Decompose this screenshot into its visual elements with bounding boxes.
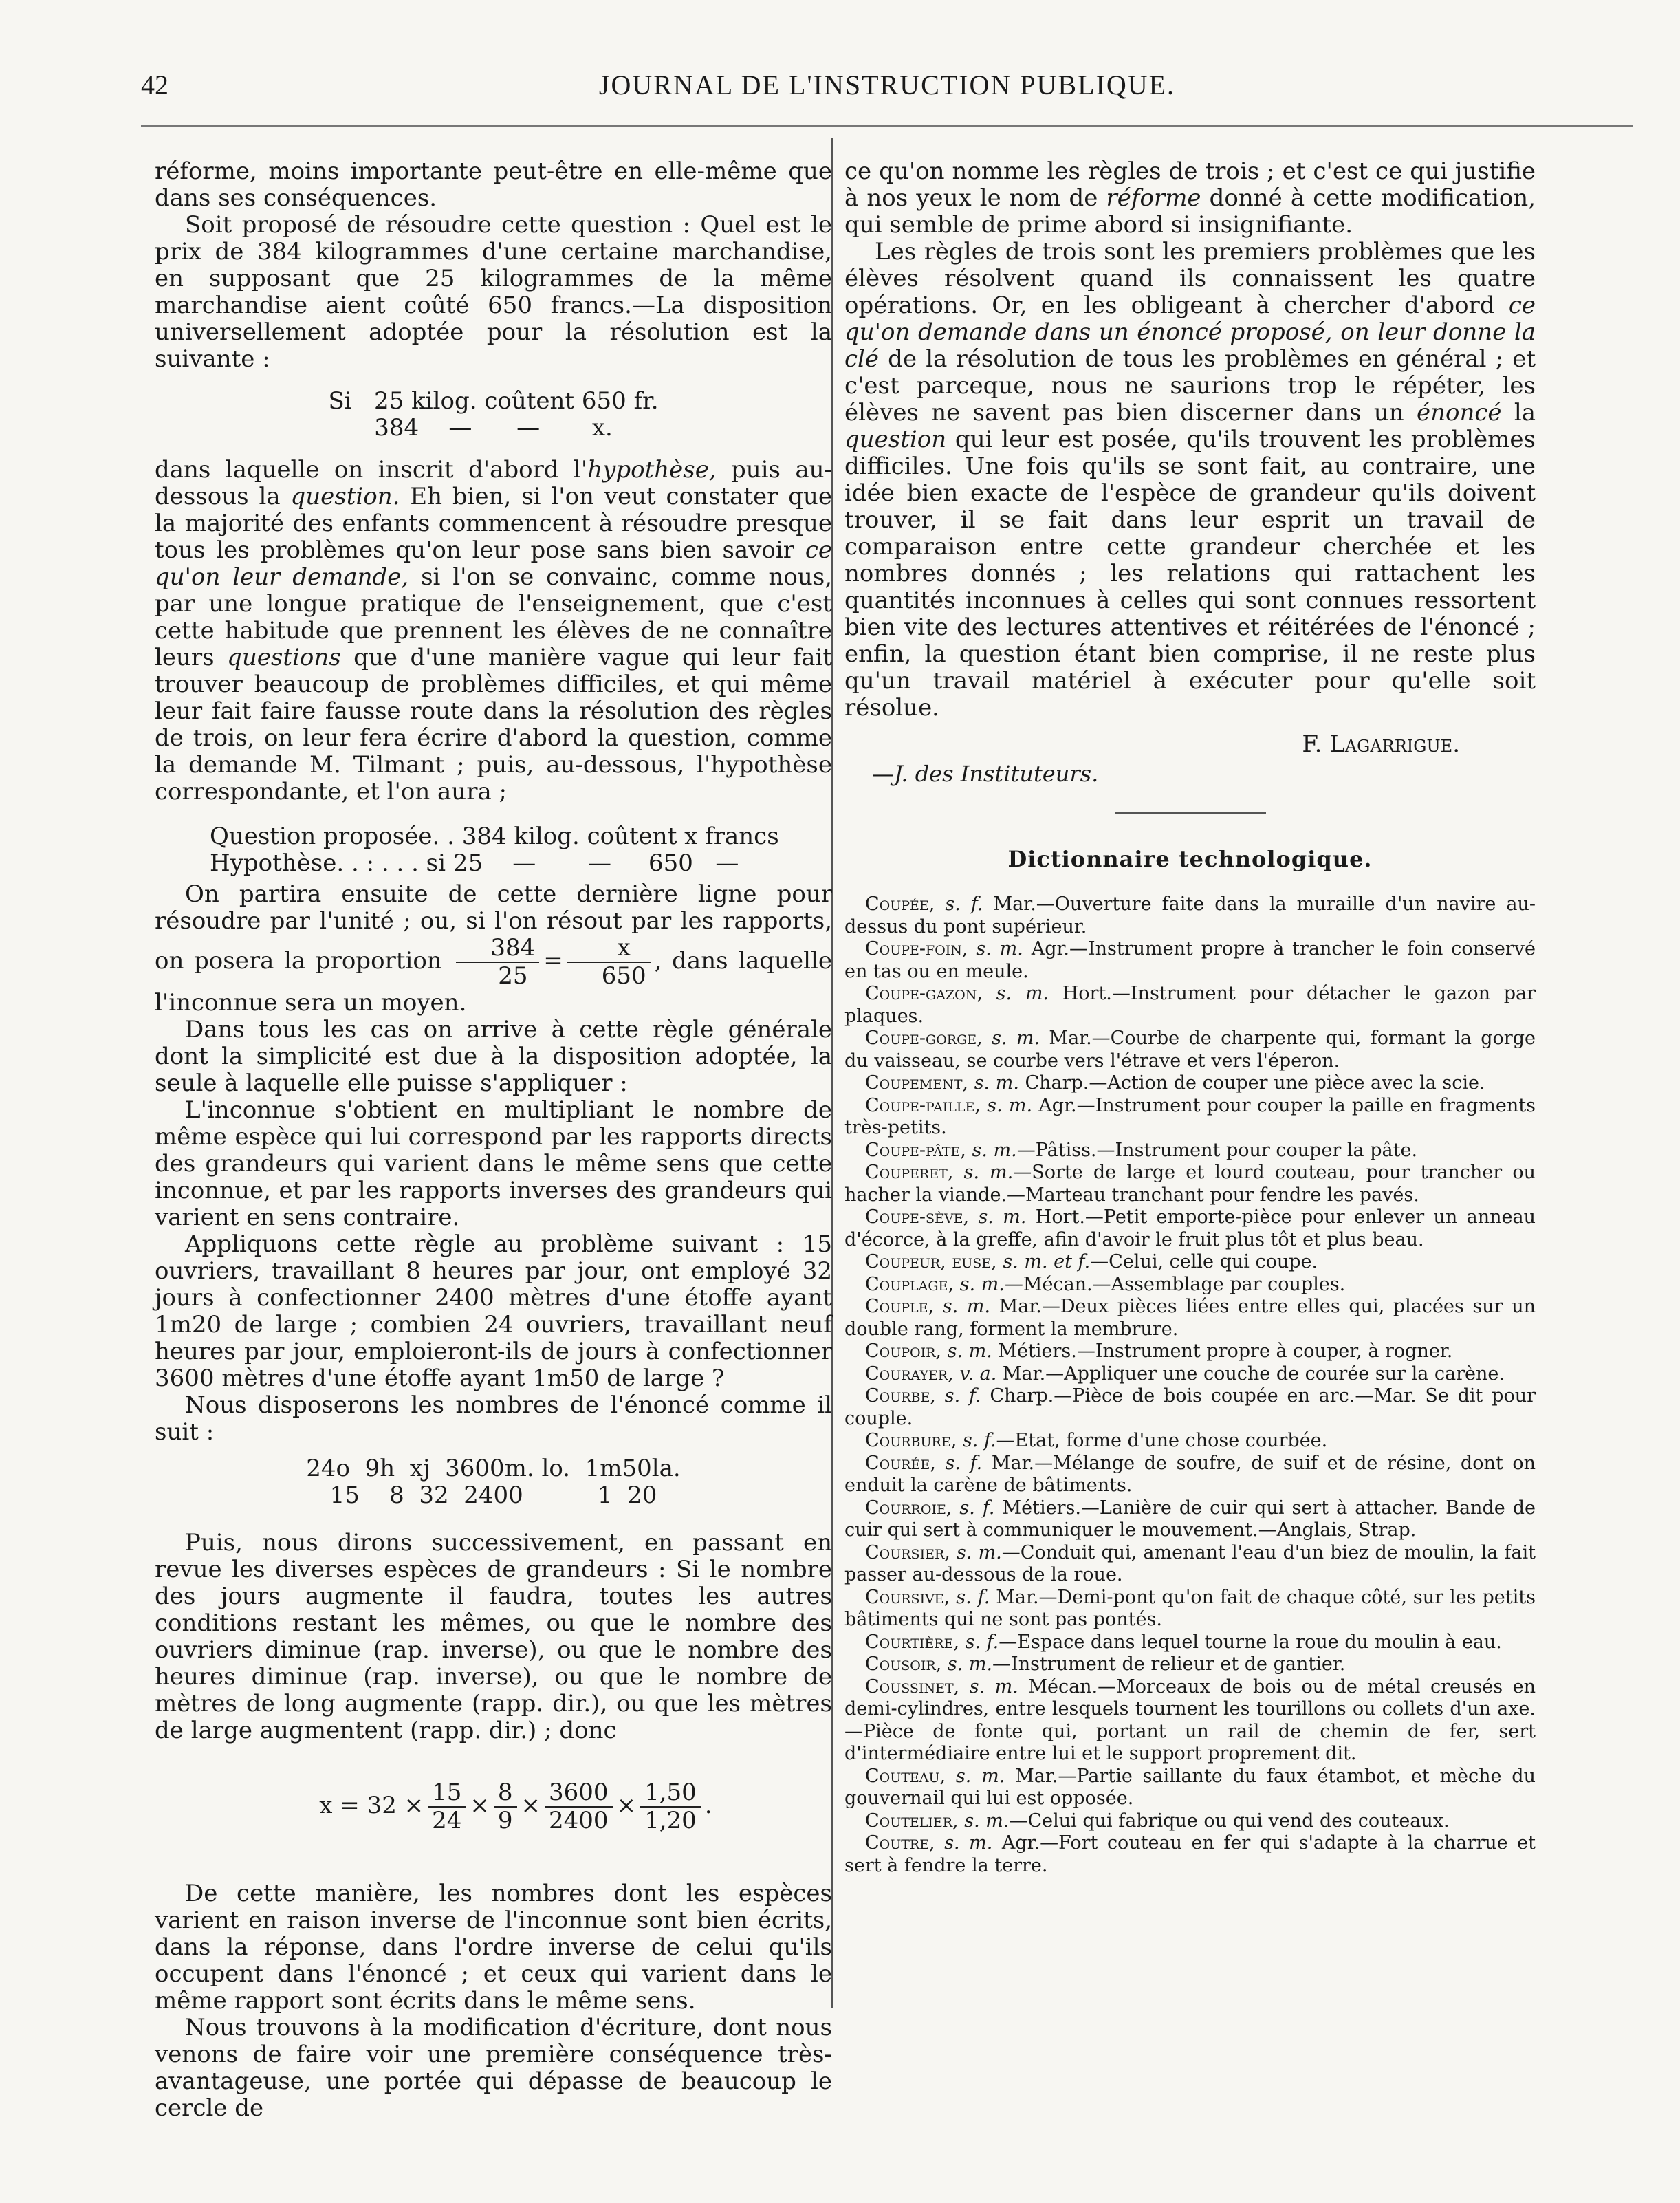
entry-part-of-speech: s. m. bbox=[992, 1028, 1040, 1049]
entry-headword: Cousoir, bbox=[865, 1653, 942, 1675]
entry-part-of-speech: s. m. et f. bbox=[1003, 1251, 1091, 1272]
entry-part-of-speech: s. m. bbox=[955, 1765, 1005, 1787]
entry-headword: Courroie, bbox=[865, 1497, 952, 1519]
entry-part-of-speech: v. a. bbox=[959, 1363, 997, 1385]
entry-headword: Courée, bbox=[865, 1452, 936, 1474]
entry-headword: Coupée, bbox=[865, 893, 935, 915]
entry-definition: Métiers.—Instrument propre à couper, à rogner. bbox=[992, 1341, 1453, 1362]
entry-part-of-speech: s. m. bbox=[963, 1162, 1014, 1183]
entry-headword: Coupe-gorge, bbox=[865, 1028, 983, 1049]
entry-definition: Agr.—Fort couteau en fer qui s'adapte à la charrue et sert à fendre la terre. bbox=[844, 1832, 1536, 1876]
paragraph: dans laquelle on inscrit d'abord l'hypothèse, puis au-dessous la question. Eh bien, si l'on veut constater que la majorité des enfants commencent à résoudre presque tous les problèmes qu'on leur pose sans bien savoir ce qu'on leur demande, si l'on se convainc, comme nous, par une longue pratique de l'enseignement, que c'est cette habitude que prennent les élèves de ne connaître leurs questions que d'une manière vague qui leur fait trouver beaucoup de problèmes difficiles, et qui même leur fait faire fausse route dans la résolution des règles de trois, on leur fera écrire d'abord la question, comme la demande M. Tilmant ; puis, au-dessous, l'hypothèse correspondante, et l'on aura ; bbox=[155, 456, 833, 805]
dictionary-entry bbox=[844, 893, 1536, 938]
entry-part-of-speech: s. f. bbox=[945, 1452, 983, 1474]
entry-headword: Courayer, bbox=[865, 1363, 954, 1385]
left-column bbox=[155, 158, 832, 2122]
dictionary-entry bbox=[844, 1363, 1536, 1386]
formula-question-hypothesis: Question proposée. . 384 kilog. coûtent x francs Hypothèse. . : . . . si 25 — — 650 — bbox=[210, 823, 779, 877]
entry-part-of-speech: s. m. bbox=[969, 1675, 1018, 1697]
entry-part-of-speech: s. f. bbox=[945, 893, 983, 915]
entry-part-of-speech: s. m. bbox=[942, 1296, 990, 1317]
page-number: 42 bbox=[141, 69, 168, 100]
entry-definition: —Conduit qui, amenant l'eau d'un biez de moulin, la fait passer au-dessous de la roue. bbox=[844, 1541, 1536, 1585]
entry-definition: Mar.—Ouverture faite dans la muraille d'un navire au-dessus du pont supérieur. bbox=[844, 893, 1536, 937]
proportion-fraction: $\frac{x}{650}$ bbox=[567, 935, 651, 990]
entry-definition: Agr.—Instrument pour couper la paille en fragments très-petits. bbox=[844, 1094, 1536, 1138]
entry-part-of-speech: s. f. bbox=[965, 1631, 999, 1653]
dictionary-entry bbox=[844, 1430, 1536, 1453]
dictionary-entry bbox=[844, 1832, 1536, 1877]
dictionary-entry bbox=[844, 1653, 1536, 1676]
dictionary-entry bbox=[844, 1676, 1536, 1766]
dictionary-entry bbox=[844, 1072, 1536, 1095]
entry-definition: Hort.—Instrument pour détacher le gazon par plaques. bbox=[844, 983, 1536, 1027]
entry-headword: Coursier, bbox=[865, 1541, 950, 1563]
dictionary-entry bbox=[844, 1206, 1536, 1251]
right-column bbox=[844, 158, 1536, 1877]
paragraph: Soit proposé de résoudre cette question : Quel est le prix de 384 kilogrammes d'une certaine marchandise, en supposant que 25 kilogrammes de la même marchandise aient coûté 650 francs.—La disposition universellement adoptée pour la résolution est la suivante : bbox=[155, 211, 832, 373]
entry-part-of-speech: s. f. bbox=[956, 1586, 990, 1608]
entry-definition: Agr.—Instrument propre à trancher le foin conservé en tas ou en meule. bbox=[844, 938, 1536, 982]
paragraph: Appliquons cette règle au problème suivant : 15 ouvriers, travaillant 8 heures par jour, ont employé 32 jours à confectionner 2400 mètres d'une étoffe ayant 1m20 de large ; combien 24 ouvriers, travaillant neuf heures par jour, emploieront-ils de jours à confectionner 3600 mètres d'une étoffe ayant 1m50 de large ? bbox=[155, 1230, 832, 1392]
entry-definition: —Instrument de relieur et de gantier. bbox=[992, 1653, 1346, 1675]
source-citation: —J. des Instituteurs. bbox=[872, 761, 1099, 787]
paragraph: L'inconnue s'obtient en multipliant le nombre de même espèce qui lui correspond par les rapports directs des grandeurs qui varient dans le même sens que cette inconnue, et par les rapports inverses des grandeurs qui varient en sens contraire. bbox=[155, 1096, 832, 1231]
entry-part-of-speech: s. m. bbox=[974, 1072, 1019, 1094]
paragraph: Dans tous les cas on arrive à cette règle générale dont la simplicité est due à la disposition adoptée, la seule à laquelle elle puisse s'appliquer : bbox=[155, 1016, 832, 1097]
entry-headword: Couteau, bbox=[865, 1765, 946, 1787]
entry-definition: Mécan.—Morceaux de bois ou de métal creusés en demi-cylindres, entre lesquels tournent les tourillons ou collets d'un axe.—Pièce de fonte qui, portant un rail de chemin de fer, sert d'intermédiaire entre lui et le support proprement dit. bbox=[844, 1675, 1536, 1764]
entry-part-of-speech: s. m. bbox=[976, 938, 1023, 959]
dictionary-entries bbox=[844, 893, 1536, 1877]
dictionary-entry bbox=[844, 983, 1536, 1028]
dictionary-entry bbox=[844, 1766, 1536, 1810]
entry-definition: Mar.—Demi-pont qu'on fait de chaque côté, sur les petits bâtiments qui ne sont pas pontés. bbox=[844, 1586, 1536, 1630]
entry-definition: Métiers.—Lanière de cuir qui sert à attacher. Bande de cuir qui sert à communiquer le mouvement.—Anglais, Strap. bbox=[844, 1497, 1536, 1541]
paragraph: réforme, moins importante peut-être en elle-même que dans ses conséquences. bbox=[155, 158, 832, 212]
entry-definition: Mar.—Deux pièces liées entre elles qui, placées sur un double rang, forment la membrure. bbox=[844, 1296, 1536, 1340]
entry-definition: —Sorte de large et lourd couteau, pour trancher ou hacher la viande.—Marteau tranchant pour fendre les pavés. bbox=[844, 1162, 1536, 1206]
paragraph: On partira ensuite de cette dernière ligne pour résoudre par l'unité ; ou, si l'on résout par les rapports, on posera la proportion $\frac{384}{25}$ = $\frac{x}{650}$ , dans laquelle l'inconnue sera un moyen. bbox=[155, 880, 832, 1017]
entry-definition: —Mécan.—Assemblage par couples. bbox=[1004, 1273, 1346, 1295]
dictionary-entry bbox=[844, 1385, 1536, 1430]
entry-headword: Coupe-sève, bbox=[865, 1206, 970, 1228]
entry-definition: Mar.—Mélange de soufre, de suif et de résine, dont on enduit la carène de bâtiments. bbox=[844, 1452, 1536, 1496]
entry-headword: Coussinet, bbox=[865, 1675, 960, 1697]
entry-definition: Mar.—Appliquer une couche de courée sur la carène. bbox=[996, 1363, 1505, 1385]
entry-definition: —Celui qui fabrique ou qui vend des couteaux. bbox=[1009, 1810, 1450, 1832]
entry-part-of-speech: s. f. bbox=[959, 1497, 995, 1519]
entry-part-of-speech: s. m. bbox=[978, 1206, 1027, 1228]
proportion-fraction: $\frac{384}{25}$ bbox=[456, 935, 539, 990]
header-rule bbox=[141, 125, 1633, 129]
dictionary-entry bbox=[844, 1810, 1536, 1833]
entry-headword: Coursive, bbox=[865, 1586, 950, 1608]
dictionary-entry bbox=[844, 1587, 1536, 1631]
dictionary-title: Dictionnaire technologique. bbox=[1007, 846, 1373, 872]
entry-definition: Mar.—Courbe de charpente qui, formant la gorge du vaisseau, se courbe vers l'étrave et vers l'éperon. bbox=[844, 1028, 1536, 1072]
dictionary-entry bbox=[844, 1251, 1536, 1274]
section-divider bbox=[1115, 812, 1266, 814]
entry-headword: Coupe-pâte, bbox=[865, 1139, 966, 1161]
entry-definition: Mar.—Partie saillante du faux étambot, et mèche du gouvernail qui lui est opposée. bbox=[844, 1765, 1536, 1809]
entry-headword: Coupe-foin, bbox=[865, 938, 968, 959]
dictionary-entry bbox=[844, 1296, 1536, 1341]
page-header bbox=[141, 69, 1633, 110]
dictionary-entry bbox=[844, 1453, 1536, 1497]
dictionary-entry bbox=[844, 1497, 1536, 1542]
paragraph: Nous disposerons les nombres de l'énoncé comme il suit : bbox=[155, 1391, 832, 1446]
entry-headword: Couplage, bbox=[865, 1273, 954, 1295]
entry-headword: Coupoir, bbox=[865, 1341, 942, 1362]
dictionary-entry bbox=[844, 1542, 1536, 1587]
entry-part-of-speech: s. f. bbox=[962, 1430, 996, 1451]
entry-headword: Courbure, bbox=[865, 1430, 957, 1451]
entry-headword: Coutre, bbox=[865, 1832, 935, 1854]
entry-headword: Coupe-gazon, bbox=[865, 983, 983, 1004]
paragraph: Nous trouvons à la modification d'écriture, dont nous venons de faire voir une première conséquence très-avantageuse, une portée qui dépasse de beaucoup le cercle de bbox=[155, 2014, 832, 2122]
entry-headword: Courbe, bbox=[865, 1385, 936, 1407]
paragraph: Les règles de trois sont les premiers problèmes que les élèves résolvent quand ils connaissent les quatre opérations. Or, en les obligeant à chercher d'abord ce qu'on demande dans un énoncé proposé, on leur donne la clé de la résolution de tous les problèmes en général ; et c'est parceque, nous ne saurions trop le répéter, les élèves ne savent pas bien discerner dans un énoncé la question qui leur est posée, qu'ils trouvent les problèmes difficiles. Une fois qu'ils se sont fait, au contraire, une idée bien exacte de l'espèce de grandeur qu'ils doivent trouver, il se fait dans leur esprit un travail de comparaison entre cette grandeur cherchée et les nombres donnés ; les relations qui rattachent les quantités inconnues à celles qui sont connues ressortent bien vite des lectures attentives et réitérées de l'énoncé ; enfin, la question étant bien comprise, il ne reste plus qu'un travail matériel à exécuter pour qu'elle soit résolue. bbox=[844, 238, 1536, 721]
entry-part-of-speech: s. m. bbox=[972, 1139, 1017, 1161]
entry-definition: —Celui, celle qui coupe. bbox=[1090, 1251, 1318, 1272]
dictionary-entry bbox=[844, 938, 1536, 983]
dictionary-entry bbox=[844, 1341, 1536, 1363]
entry-headword: Coutelier, bbox=[865, 1810, 959, 1832]
dictionary-entry bbox=[844, 1162, 1536, 1206]
dictionary-entry bbox=[844, 1631, 1536, 1654]
entry-headword: Courtière, bbox=[865, 1631, 960, 1653]
entry-headword: Coupe-paille, bbox=[865, 1094, 981, 1116]
entry-definition: Hort.—Petit emporte-pièce pour enlever un anneau d'écorce, à la greffe, afin d'avoir le fruit plus tôt et plus beau. bbox=[844, 1206, 1536, 1250]
paragraph: De cette manière, les nombres dont les espèces varient en raison inverse de l'inconnue sont bien écrits, dans la réponse, dans l'ordre inverse de celui qu'ils occupent dans l'énoncé ; et ceux qui varient dans le même rapport sont écrits dans le même sens. bbox=[155, 1880, 832, 2015]
entry-headword: Couple, bbox=[865, 1296, 935, 1317]
entry-part-of-speech: s. m. bbox=[964, 1810, 1010, 1832]
formula-number-table: 24o 9h xj 3600m. lo. 1m50la. 15 8 32 2400 1 20 bbox=[306, 1455, 681, 1509]
entry-definition: —Pâtiss.—Instrument pour couper la pâte. bbox=[1016, 1139, 1418, 1161]
entry-headword: Coupement, bbox=[865, 1072, 969, 1094]
entry-part-of-speech: s. m. bbox=[947, 1341, 992, 1362]
entry-part-of-speech: s. m. bbox=[944, 1832, 993, 1854]
dictionary-entry bbox=[844, 1095, 1536, 1140]
dictionary-entry bbox=[844, 1274, 1536, 1296]
entry-definition: Charp.—Action de couper une pièce avec la scie. bbox=[1018, 1072, 1485, 1094]
entry-headword: Couperet, bbox=[865, 1162, 954, 1183]
entry-definition: Charp.—Pièce de bois coupée en arc.—Mar. Se dit pour couple. bbox=[844, 1385, 1536, 1429]
formula-solution: x = 32 × $\frac{15}{24}$ × $\frac{8}{9}$ × $\frac{3600}{2400}$ × $\frac{1,50}{1,20}$ . bbox=[319, 1779, 712, 1834]
running-title: JOURNAL DE L'INSTRUCTION PUBLIQUE. bbox=[598, 69, 1176, 100]
dictionary-entry bbox=[844, 1028, 1536, 1072]
dictionary-entry bbox=[844, 1140, 1536, 1162]
entry-definition: —Etat, forme d'une chose courbée. bbox=[996, 1430, 1328, 1451]
entry-definition: —Espace dans lequel tourne la roue du moulin à eau. bbox=[999, 1631, 1502, 1653]
entry-part-of-speech: s. f. bbox=[944, 1385, 981, 1407]
entry-part-of-speech: s. m. bbox=[959, 1273, 1005, 1295]
entry-headword: Coupeur, euse, bbox=[865, 1251, 997, 1272]
entry-part-of-speech: s. m. bbox=[996, 983, 1049, 1004]
entry-part-of-speech: s. m. bbox=[987, 1094, 1033, 1116]
entry-part-of-speech: s. m. bbox=[947, 1653, 993, 1675]
entry-part-of-speech: s. m. bbox=[957, 1541, 1002, 1563]
author-signature: F. Lagarrigue. bbox=[1302, 730, 1460, 758]
formula-rule-of-three: Si 25 kilog. coûtent 650 fr. 384 — — x. bbox=[328, 387, 659, 442]
paragraph: ce qu'on nomme les règles de trois ; et c'est ce qui justifie à nos yeux le nom de réforme donné à cette modification, qui semble de prime abord si insignifiante. bbox=[844, 158, 1536, 239]
paragraph: Puis, nous dirons successivement, en passant en revue les diverses espèces de grandeurs : Si le nombre des jours augmente il faudra, toutes les autres conditions restant les mêmes, ou que le nombre des ouvriers diminue (rap. inverse), ou que le nombre des heures diminue (rap. inverse), ou que le nombre de mètres de long augmente (rapp. dir.), ou que les mètres de large augmentent (rapp. dir.) ; donc bbox=[155, 1529, 832, 1744]
